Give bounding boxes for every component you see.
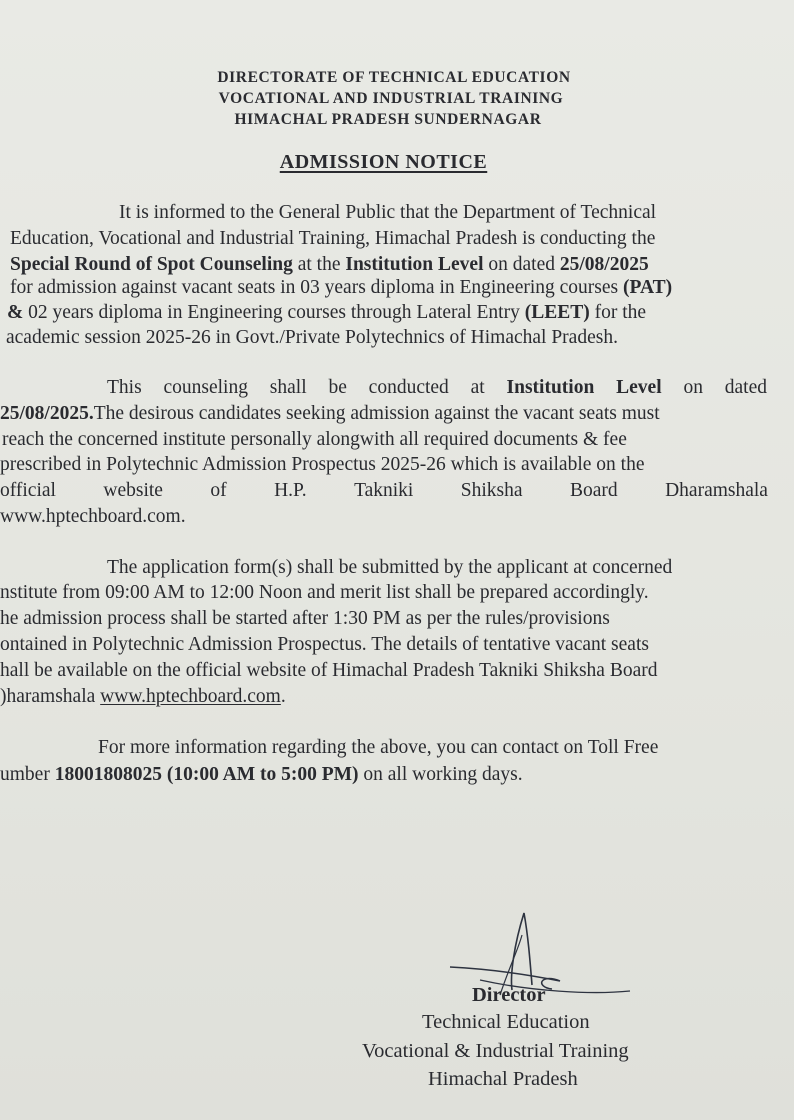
p3-line-5: hall be available on the official website of Himachal Pradesh Takniki Shiksha Board	[0, 660, 658, 681]
p2-line-5	[0, 479, 768, 503]
p1-line-6: academic session 2025-26 in Govt./Private Polytechnics of Himachal Pradesh.	[6, 327, 618, 348]
signatory-title: Director	[472, 984, 546, 1006]
text-bold: Institution Level	[345, 254, 484, 275]
p3-line-1: The application form(s) shall be submitted by the applicant at concerned	[107, 557, 673, 578]
p3-line-3: he admission process shall be started after 1:30 PM as per the rules/provisions	[0, 608, 610, 629]
text-bold: &	[7, 302, 24, 323]
text-bold: (LEET)	[524, 302, 590, 323]
p1-line-2: Education, Vocational and Industrial Training, Himachal Pradesh is conducting the	[10, 228, 656, 249]
toll-free-number: 18001808025 (10:00 AM to 5:00 PM)	[54, 764, 359, 785]
text-bold: 25/08/2025.	[0, 403, 94, 424]
word: Takniki	[354, 480, 414, 501]
text: This counseling shall be conducted at	[107, 377, 507, 398]
text: umber	[0, 764, 55, 785]
p3-line-6	[0, 685, 286, 709]
p4-line-1: For more information regarding the above, you can contact on Toll Free	[98, 737, 659, 758]
text: )haramshala	[0, 686, 101, 707]
p1-line-3	[10, 253, 649, 277]
signatory-line-2: Vocational & Industrial Training	[362, 1040, 629, 1062]
text: for the	[589, 302, 647, 323]
header-line-2: VOCATIONAL AND INDUSTRIAL TRAINING	[218, 90, 564, 107]
p2-line-4: prescribed in Polytechnic Admission Prospectus 2025-26 which is available on the	[0, 454, 645, 475]
p3-line-4: ontained in Polytechnic Admission Prospectus. The details of tentative vacant seats	[0, 634, 649, 655]
p2-line-2	[0, 402, 660, 426]
text: The desirous candidates seeking admission against the vacant seats must	[93, 403, 660, 424]
p2-line-1	[107, 376, 767, 400]
text: on dated	[483, 254, 560, 275]
word: of	[210, 480, 227, 501]
text: on dated	[661, 377, 767, 398]
word: Shiksha	[460, 480, 523, 501]
p3-line-2: nstitute from 09:00 AM to 12:00 Noon and merit list shall be prepared accordingly.	[0, 582, 649, 603]
word: Dharamshala	[665, 480, 768, 501]
text: at the	[292, 254, 346, 275]
signatory-line-1: Technical Education	[422, 1011, 590, 1033]
text: .	[180, 506, 186, 527]
text-bold: 25/08/2025	[559, 254, 649, 275]
word: Board	[570, 480, 618, 501]
text-bold: Special Round of Spot Counseling	[10, 254, 293, 275]
text: on all working days.	[358, 764, 523, 785]
header-line-3: HIMACHAL PRADESH SUNDERNAGAR	[234, 111, 542, 128]
text: .	[280, 686, 286, 707]
signatory-line-3: Himachal Pradesh	[428, 1068, 578, 1090]
header-line-1: DIRECTORATE OF TECHNICAL EDUCATION	[217, 69, 571, 86]
p2-line-6	[0, 505, 186, 529]
text: 02 years diploma in Engineering courses through Lateral Entry	[23, 302, 525, 323]
word: website	[103, 480, 163, 501]
text-bold: Institution Level	[506, 377, 662, 398]
word: H.P.	[274, 480, 307, 501]
p2-line-3: reach the concerned institute personally alongwith all required documents & fee	[2, 429, 627, 450]
p1-line-5	[7, 301, 646, 325]
p1-line-4	[10, 276, 672, 300]
website-link[interactable]: www.hptechboard.com	[100, 686, 281, 707]
text: for admission against vacant seats in 03 years diploma in Engineering courses	[10, 277, 624, 298]
text-bold: (PAT)	[623, 277, 673, 298]
p4-line-2	[0, 763, 523, 787]
p1-line-1: It is informed to the General Public that the Department of Technical	[119, 202, 657, 223]
word: official	[0, 480, 56, 501]
website-link[interactable]: www.hptechboard.com	[0, 506, 181, 527]
notice-title: ADMISSION NOTICE	[279, 151, 488, 173]
